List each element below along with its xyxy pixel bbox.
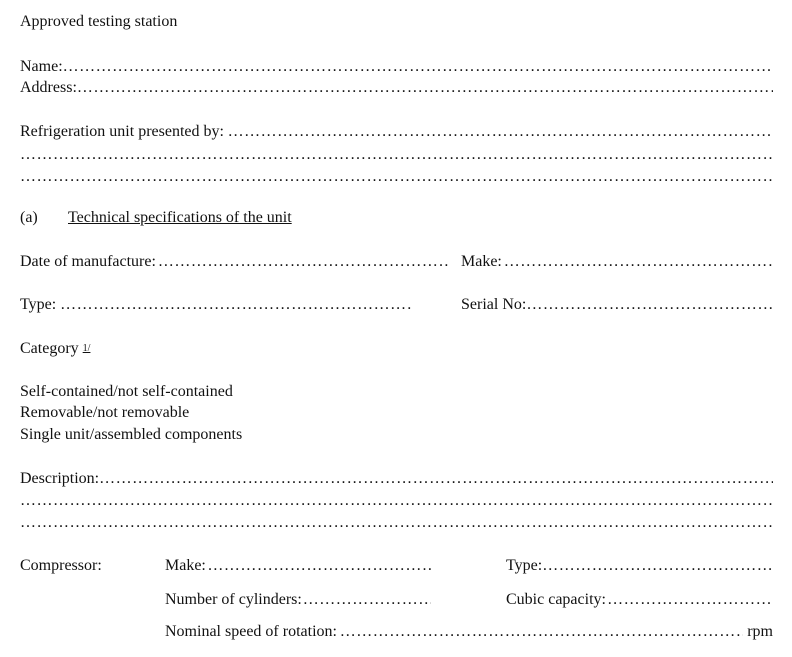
date-field[interactable] xyxy=(20,252,448,272)
description-label: Description: xyxy=(20,470,100,487)
compressor-make-dotted-line[interactable] xyxy=(207,556,431,576)
address-dotted-line[interactable] xyxy=(77,78,773,98)
compressor-type-label: Type: xyxy=(506,557,543,574)
speed-dotted-line[interactable] xyxy=(340,622,744,642)
speed-label: Nominal speed of rotation: xyxy=(165,623,337,640)
compressor-label: Compressor: xyxy=(20,557,102,574)
station-heading xyxy=(20,12,177,32)
cylinders-dotted-line[interactable] xyxy=(303,590,431,610)
type-dotted-line[interactable] xyxy=(60,295,412,315)
capacity-label: Cubic capacity: xyxy=(506,591,606,608)
description-continuation-1[interactable] xyxy=(20,491,773,511)
section-a-letter: (a) xyxy=(20,209,38,226)
cylinders-label: Number of cylinders: xyxy=(165,591,302,608)
cylinders-field[interactable] xyxy=(165,590,431,610)
presenter-dotted-line-2[interactable] xyxy=(20,145,773,165)
type-label: Type: xyxy=(20,296,57,313)
description-continuation-2[interactable] xyxy=(20,513,773,533)
type-field[interactable] xyxy=(20,295,412,315)
presenter-field[interactable] xyxy=(20,122,773,142)
option-self-contained: Self-contained/not self-contained xyxy=(20,383,233,400)
serial-dotted-line[interactable] xyxy=(526,295,773,315)
category-label: Category xyxy=(20,340,79,357)
description-field[interactable] xyxy=(20,469,773,489)
description-dotted-line-3[interactable] xyxy=(20,513,773,533)
compressor-make-field[interactable] xyxy=(165,556,431,576)
section-a-heading xyxy=(20,208,38,228)
option-line-2 xyxy=(20,403,189,423)
presenter-continuation-1[interactable] xyxy=(20,145,773,165)
compressor-type-dotted-line[interactable] xyxy=(542,556,773,576)
description-dotted-line-2[interactable] xyxy=(20,491,773,511)
compressor-type-field[interactable] xyxy=(506,556,773,576)
address-field[interactable] xyxy=(20,78,773,98)
presenter-continuation-2[interactable] xyxy=(20,167,773,187)
section-a-title-wrap xyxy=(68,208,292,228)
name-field[interactable] xyxy=(20,57,773,77)
make-field[interactable] xyxy=(461,252,773,272)
section-a-title: Technical specifications of the unit xyxy=(68,209,292,226)
date-label: Date of manufacture: xyxy=(20,253,156,270)
category-footnote-ref: 1/ xyxy=(82,343,91,354)
capacity-dotted-line[interactable] xyxy=(607,590,773,610)
make-dotted-line[interactable] xyxy=(504,252,773,272)
date-dotted-line[interactable] xyxy=(158,252,448,272)
option-removable: Removable/not removable xyxy=(20,404,190,421)
serial-label: Serial No: xyxy=(461,296,527,313)
name-label: Name: xyxy=(20,58,63,75)
capacity-field[interactable] xyxy=(506,590,773,610)
speed-field[interactable] xyxy=(165,622,773,642)
option-single-unit: Single unit/assembled components xyxy=(20,426,243,443)
address-label: Address: xyxy=(20,79,77,96)
serial-field[interactable] xyxy=(461,295,773,315)
category-heading xyxy=(20,339,90,359)
presenter-dotted-line[interactable] xyxy=(228,122,773,142)
make-label: Make: xyxy=(461,253,502,270)
description-dotted-line[interactable] xyxy=(99,469,773,489)
speed-unit: rpm xyxy=(747,623,773,640)
option-line-3 xyxy=(20,425,242,445)
compressor-make-label: Make: xyxy=(165,557,206,574)
presenter-label: Refrigeration unit presented by: xyxy=(20,123,224,140)
name-dotted-line[interactable] xyxy=(63,57,773,77)
option-line-1 xyxy=(20,382,233,402)
presenter-dotted-line-3[interactable] xyxy=(20,167,773,187)
compressor-heading xyxy=(20,556,102,576)
station-heading-text: Approved testing station xyxy=(20,13,178,30)
